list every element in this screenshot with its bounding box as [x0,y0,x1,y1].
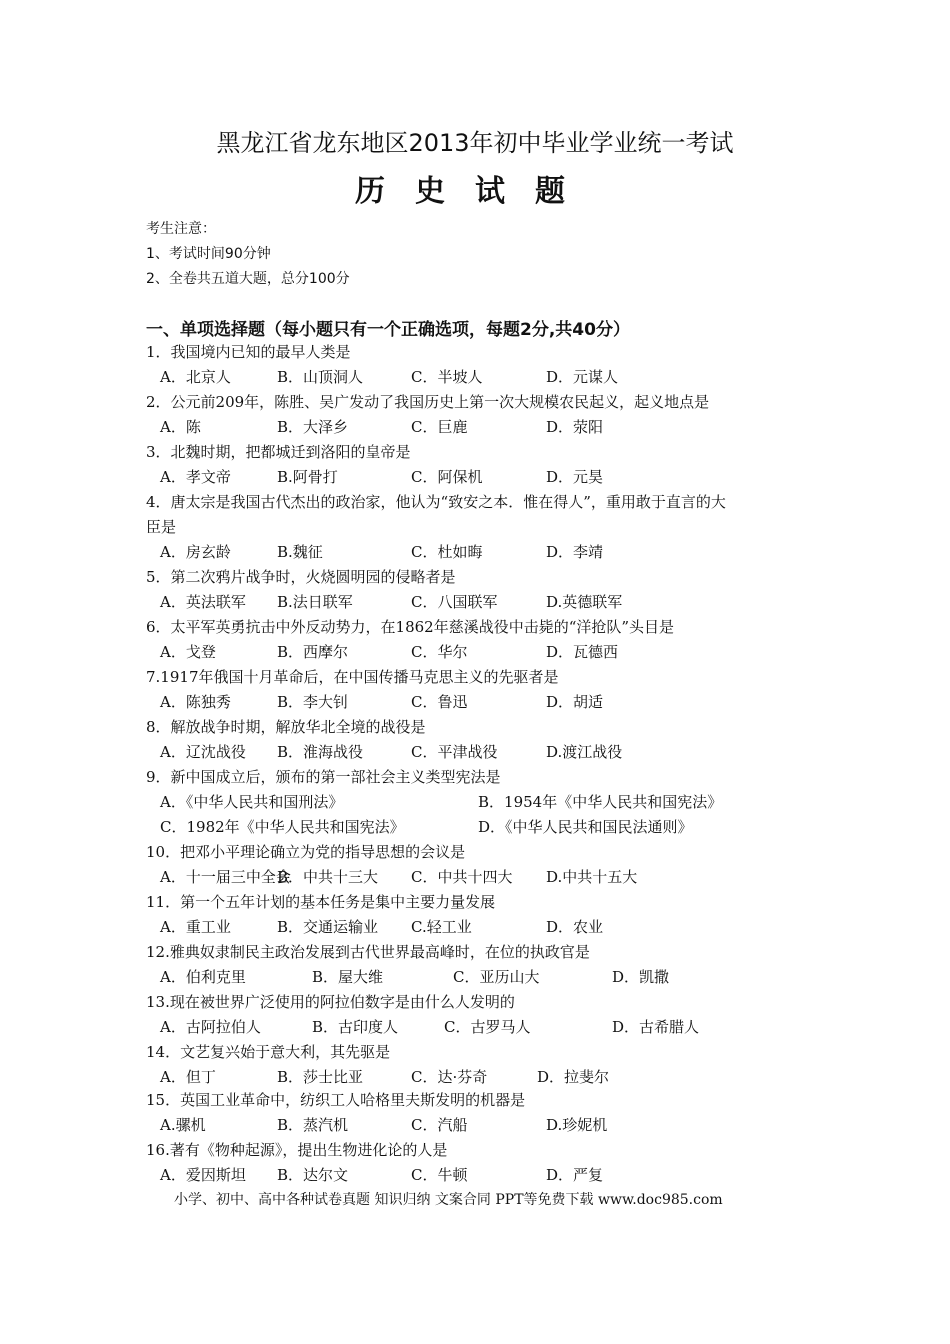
exam-subtitle: 历史试题 [355,174,595,209]
answer-option: C．半坡人 [411,368,483,386]
answer-option: D.英德联军 [546,593,623,611]
question-stem-continued: 臣是 [146,518,177,536]
answer-option: C．中共十四大 [411,868,513,886]
notice-item-2: 2、全卷共五道大题，总分100分 [146,271,350,287]
question-stem: 3．北魏时期，把都城迁到洛阳的皇帝是 [146,443,411,461]
answer-option: C．杜如晦 [411,543,483,561]
notice-item-1: 1、考试时间90分钟 [146,246,271,262]
exam-title: 黑龙江省龙东地区2013年初中毕业学业统一考试 [216,129,734,157]
question-stem: 6．太平军英勇抗击中外反动势力，在1862年慈溪战役中击毙的“洋抢队”头目是 [146,618,675,636]
answer-option: B．中共十三大 [277,868,379,886]
answer-option: D．农业 [546,918,604,936]
question-stem: 11．第一个五年计划的基本任务是集中主要力量发展 [146,893,496,911]
question-stem: 8．解放战争时期，解放华北全境的战役是 [146,718,426,736]
answer-option: C．华尔 [411,643,468,661]
answer-option: C．八国联军 [411,593,498,611]
answer-option: D．李靖 [546,543,604,561]
answer-option: B．西摩尔 [277,643,349,661]
answer-option: A．爱因斯坦 [160,1166,246,1184]
answer-option: B．淮海战役 [277,743,364,761]
answer-option: A．英法联军 [160,593,246,611]
answer-option: A．十一届三中全会 [160,868,291,886]
answer-option: D．拉斐尔 [537,1068,610,1086]
question-stem: 12.雅典奴隶制民主政治发展到古代世界最高峰时，在位的执政官是 [146,943,590,961]
answer-option: A．重工业 [160,918,231,936]
question-stem: 1．我国境内已知的最早人类是 [146,343,351,361]
answer-option: B.法日联军 [277,593,353,611]
question-stem: 5．第二次鸦片战争时，火烧圆明园的侵略者是 [146,568,456,586]
answer-option: D．胡适 [546,693,604,711]
answer-option: A.骡机 [160,1116,206,1134]
question-stem: 4．唐太宗是我国古代杰出的政治家，他认为“致安之本．惟在得人”，重用敢于直言的大 [146,493,726,511]
question-stem: 15．英国工业革命中，纺织工人哈格里夫斯发明的机器是 [146,1091,526,1109]
section-title: 一、单项选择题（每小题只有一个正确选项，每题2分,共40分） [146,320,630,340]
answer-option: C．巨鹿 [411,418,468,436]
answer-option: A．北京人 [160,368,231,386]
footer-banner: 小学、初中、高中各种试卷真题 知识归纳 文案合同 PPT等免费下载 www.doc985.com [174,1192,723,1208]
answer-option: D．凯撒 [612,968,670,986]
answer-option: D．严复 [546,1166,604,1184]
answer-option: A．辽沈战役 [160,743,246,761]
answer-option: D．元谋人 [546,368,619,386]
answer-option: C．阿保机 [411,468,483,486]
answer-option: B．大泽乡 [277,418,349,436]
answer-option: D．元昊 [546,468,604,486]
answer-option: A．房玄龄 [160,543,231,561]
answer-option: A．陈 [160,418,201,436]
answer-option: B．1954年《中华人民共和国宪法》 [478,793,723,811]
answer-option: C．1982年《中华人民共和国宪法》 [160,818,405,836]
answer-option: C．亚历山大 [453,968,540,986]
answer-option: A．古阿拉伯人 [160,1018,261,1036]
question-stem: 7.1917年俄国十月革命后，在中国传播马克思主义的先驱者是 [146,668,559,686]
answer-option: A．戈登 [160,643,216,661]
answer-option: B.魏征 [277,543,323,561]
answer-option: A．《中华人民共和国刑法》 [160,793,344,811]
answer-option: D．《中华人民共和国民法通则》 [478,818,693,836]
answer-option: A．伯利克里 [160,968,246,986]
answer-option: C.轻工业 [411,918,472,936]
answer-option: D.珍妮机 [546,1116,608,1134]
notice-heading: 考生注意： [146,221,216,237]
answer-option: C．牛顿 [411,1166,468,1184]
answer-option: B．达尔文 [277,1166,349,1184]
answer-option: C．达·芬奇 [411,1068,488,1086]
answer-option: B．李大钊 [277,693,349,711]
answer-option: D．古希腊人 [612,1018,700,1036]
question-stem: 14．文艺复兴始于意大利，其先驱是 [146,1043,391,1061]
answer-option: A．但丁 [160,1068,216,1086]
answer-option: B．莎士比亚 [277,1068,364,1086]
answer-option: B．交通运输业 [277,918,379,936]
answer-option: C．古罗马人 [444,1018,531,1036]
question-stem: 2．公元前209年，陈胜、吴广发动了我国历史上第一次大规模农民起义，起义地点是 [146,393,710,411]
answer-option: D.渡江战役 [546,743,623,761]
answer-option: B．蒸汽机 [277,1116,349,1134]
answer-option: D.中共十五大 [546,868,638,886]
question-stem: 16.著有《物种起源》，提出生物进化论的人是 [146,1141,448,1159]
answer-option: B．屋大维 [312,968,384,986]
question-stem: 10．把邓小平理论确立为党的指导思想的会议是 [146,843,466,861]
answer-option: A．孝文帝 [160,468,231,486]
answer-option: C．平津战役 [411,743,498,761]
answer-option: C．汽船 [411,1116,468,1134]
answer-option: C．鲁迅 [411,693,468,711]
answer-option: B．山顶洞人 [277,368,364,386]
answer-option: D．瓦德西 [546,643,619,661]
answer-option: D．荥阳 [546,418,604,436]
question-stem: 13.现在被世界广泛使用的阿拉伯数字是由什么人发明的 [146,993,515,1011]
answer-option: A．陈独秀 [160,693,231,711]
answer-option: B．古印度人 [312,1018,399,1036]
answer-option: B.阿骨打 [277,468,338,486]
question-stem: 9．新中国成立后，颁布的第一部社会主义类型宪法是 [146,768,501,786]
